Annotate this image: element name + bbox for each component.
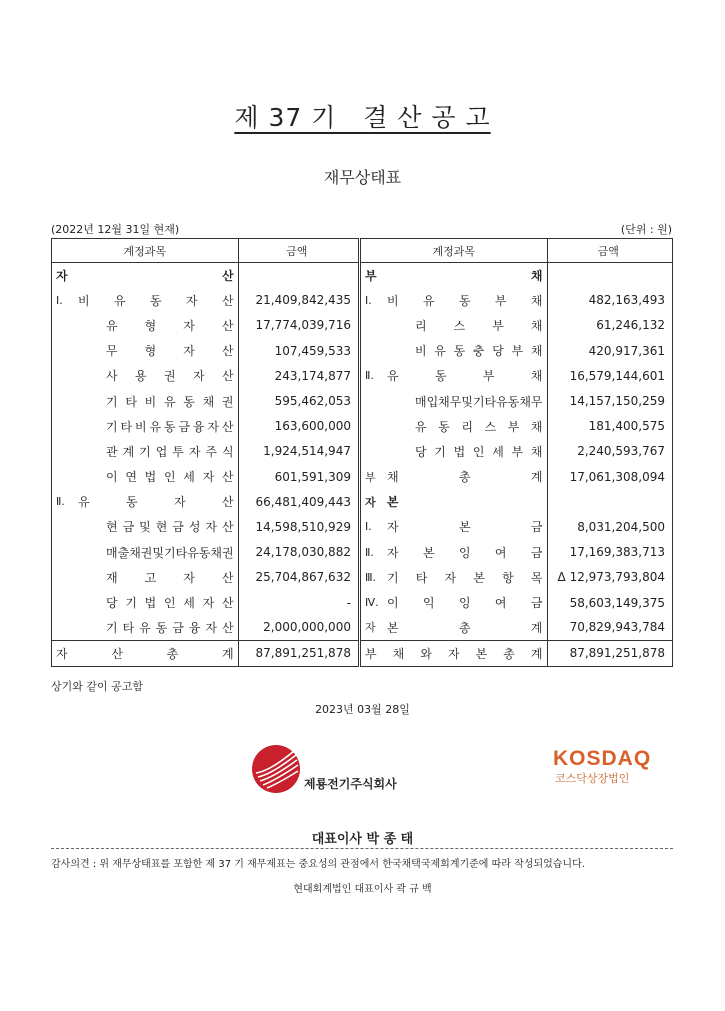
amount-cell: 70,829,943,784 [569, 620, 665, 635]
account-label: 비 유 동 충 당 부 채 [414, 344, 543, 359]
total-label: 자 산 총 계 [56, 646, 234, 661]
amount-cell: 107,459,533 [238, 338, 359, 363]
amount-cell: 17,169,383,713 [569, 545, 665, 560]
table-row [52, 363, 673, 388]
header-account: 계정과목 [52, 239, 239, 263]
amount-cell: 17,774,039,716 [238, 313, 359, 338]
account-label: 관 계 기 업 투 자 주 식 [106, 444, 234, 459]
unit-label: (단위 : 원) [620, 223, 672, 236]
table-row [52, 565, 673, 590]
table-row [52, 514, 673, 539]
amount-cell: 58,603,149,375 [569, 595, 665, 610]
roman-numeral: Ⅰ. [364, 520, 372, 534]
account-label: 부 채 총 계 [364, 470, 543, 485]
account-label: 리 스 부 채 [414, 318, 543, 333]
account-label: Ⅰ. 비 유 동 부 채 [364, 293, 543, 308]
amount-cell: 181,400,575 [588, 419, 665, 434]
amount-cell: 163,600,000 [238, 414, 359, 439]
table-row [52, 489, 673, 514]
section-row [52, 263, 673, 288]
roman-numeral: Ⅳ. [364, 596, 379, 610]
company-emblem-icon [250, 743, 302, 795]
amount-cell: - [238, 590, 359, 615]
ceo-name: 대표이사 박 종 태 [311, 832, 414, 847]
amount-cell [547, 489, 673, 514]
notice-date: 2023년 03월 28일 [315, 703, 410, 716]
statement-title: 재무상태표 [323, 168, 402, 187]
account-label: 유 동 리 스 부 채 [414, 419, 543, 434]
table-row [52, 464, 673, 489]
amount-cell: 2,240,593,767 [577, 444, 665, 459]
amount-cell: 16,579,144,601 [569, 368, 665, 383]
amount-cell: 14,598,510,929 [238, 514, 359, 539]
account-label: Ⅱ. 유 동 자 산 [56, 495, 234, 510]
kosdaq-logo: KOSDAQ [553, 747, 652, 770]
section-assets: 자 산 [56, 268, 234, 283]
kosdaq-listed-label: 코스닥상장법인 [555, 772, 630, 785]
table-row [52, 439, 673, 464]
amount-cell: 595,462,053 [238, 388, 359, 413]
header-amount-right: 금액 [547, 239, 673, 263]
table-row [52, 388, 673, 413]
as-of-date: (2022년 12월 31일 현재) [51, 223, 180, 236]
account-label: 자 본 총 계 [364, 620, 543, 635]
account-label: 재 고 자 산 [106, 570, 234, 585]
account-label: Ⅰ. 비 유 동 자 산 [56, 293, 234, 308]
account-label: 매 입 채 무 및 기 타 유 동 채 무 [414, 394, 543, 409]
account-label: 매 출 채 권 및 기 타 유 동 채 권 [106, 545, 234, 560]
amount-cell: 601,591,309 [238, 464, 359, 489]
amount-cell: 8,031,204,500 [577, 519, 665, 534]
auditor-name: 현대회계법인 대표이사 곽 규 백 [293, 884, 432, 895]
amount-cell: 87,891,251,878 [547, 640, 673, 666]
balance-sheet-table [51, 238, 673, 667]
amount-cell: 21,409,842,435 [238, 288, 359, 313]
header-amount: 금액 [238, 239, 359, 263]
table-header-row [52, 239, 673, 263]
amount-cell: 66,481,409,443 [238, 489, 359, 514]
account-label: 기 타 유 동 금 융 자 산 [106, 620, 234, 635]
roman-numeral: Ⅱ. [364, 545, 374, 559]
table-row [52, 590, 673, 615]
amount-cell: 87,891,251,878 [238, 640, 359, 666]
header-account-right: 계정과목 [359, 239, 547, 263]
account-label: 유 형 자 산 [106, 318, 234, 333]
amount-cell: 25,704,867,632 [238, 565, 359, 590]
roman-numeral: 부 [364, 470, 376, 484]
account-label: Ⅰ. 자 본 금 [364, 520, 543, 535]
account-label: 무 형 자 산 [106, 344, 234, 359]
company-name: 제룡전기주식회사 [304, 777, 397, 791]
table-row [52, 313, 673, 338]
roman-numeral: 자 [364, 495, 376, 509]
amount-cell: 1,924,514,947 [238, 439, 359, 464]
roman-numeral: Ⅱ. [364, 369, 374, 383]
divider [51, 848, 673, 849]
account-label: Ⅲ. 기 타 자 본 항 목 [364, 570, 543, 585]
section-liabilities: 부 채 [364, 268, 543, 283]
roman-numeral: Ⅰ. [364, 293, 372, 307]
table-row [52, 288, 673, 313]
amount-cell: 24,178,030,882 [238, 540, 359, 565]
total-row [52, 640, 673, 666]
roman-numeral: Ⅰ. [56, 293, 63, 307]
roman-numeral: Ⅱ. [56, 495, 65, 509]
amount-cell: Δ 12,973,793,804 [557, 570, 665, 585]
audit-opinion: 감사의견 : 위 재무상태표를 포함한 제 37 기 재무제표는 중요성의 관점에서 한국채택국제회계기준에 따라 작성되었습니다. [51, 859, 585, 870]
table-row [52, 540, 673, 565]
account-label: 이 연 법 인 세 자 산 [106, 470, 234, 485]
account-label: 당 기 법 인 세 부 채 [414, 444, 543, 459]
amount-cell: 14,157,150,259 [569, 394, 665, 409]
amount-cell: 2,000,000,000 [238, 615, 359, 640]
notice-note: 상기와 같이 공고함 [51, 680, 144, 693]
amount-cell: 482,163,493 [588, 293, 665, 308]
amount-cell: 243,174,877 [238, 363, 359, 388]
account-label: 기 타 비 유 동 채 권 [106, 394, 234, 409]
account-label: Ⅱ. 자 본 잉 여 금 [364, 545, 543, 560]
table-row [52, 338, 673, 363]
account-label: Ⅳ. 이 익 잉 여 금 [364, 596, 543, 611]
account-label: Ⅱ. 유 동 부 채 [364, 369, 543, 384]
account-label: 현 금 및 현 금 성 자 산 [106, 520, 234, 535]
total-label: 부 채 와 자 본 총 계 [364, 646, 543, 661]
roman-numeral: 자 [364, 621, 376, 635]
amount-cell: 61,246,132 [596, 318, 665, 333]
account-label: 사 용 권 자 산 [106, 369, 234, 384]
account-label: 기 타 비 유 동 금 융 자 산 [106, 419, 234, 434]
roman-numeral: Ⅲ. [364, 570, 377, 584]
account-label: 당 기 법 인 세 자 산 [106, 596, 234, 611]
table-row [52, 414, 673, 439]
notice-title: 제 37 기 결 산 공 고 [234, 103, 491, 132]
amount-cell: 17,061,308,094 [569, 469, 665, 484]
amount-cell: 420,917,361 [588, 343, 665, 358]
table-row [52, 615, 673, 640]
account-label: 자 본 [364, 495, 399, 510]
